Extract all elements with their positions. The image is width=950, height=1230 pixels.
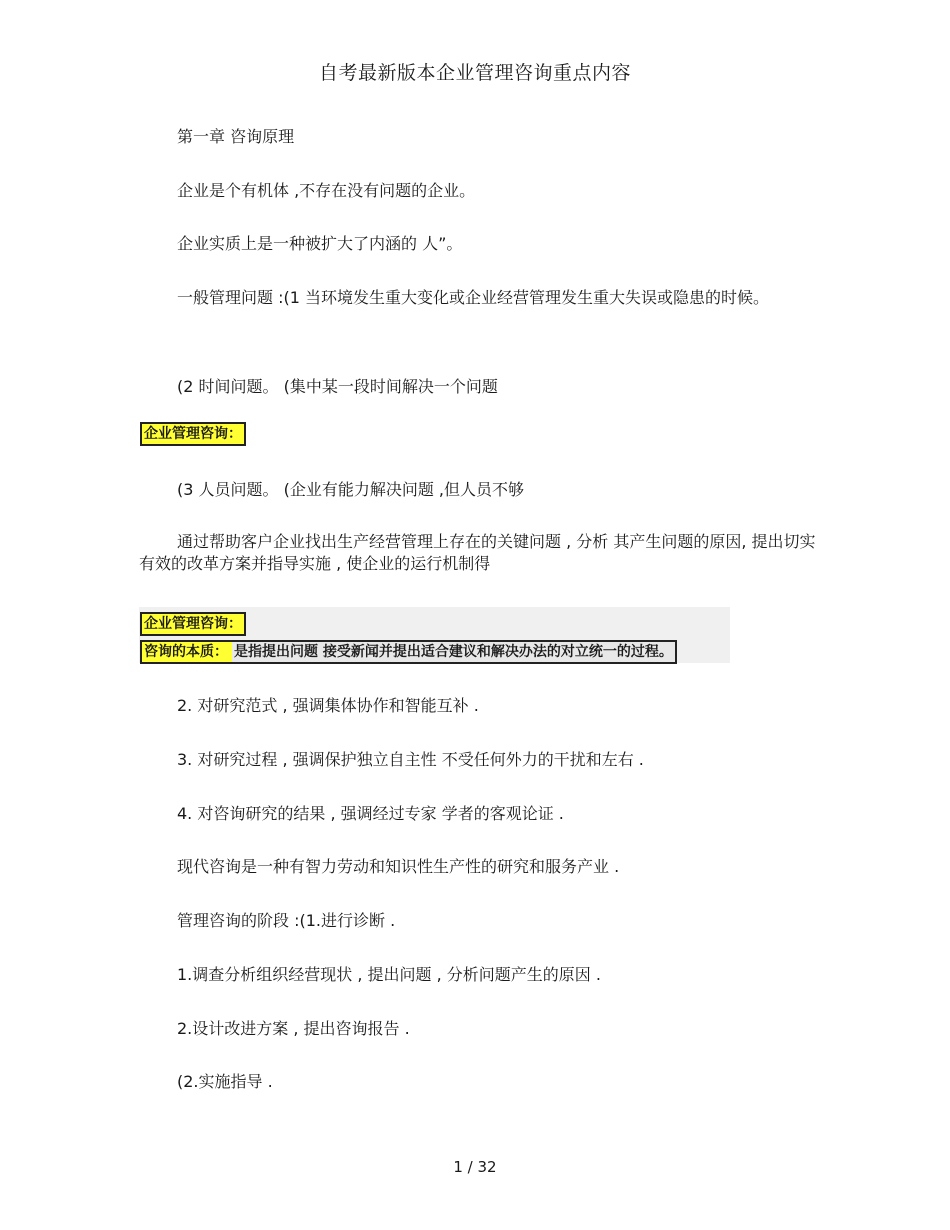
paragraph: 2.设计改进方案 , 提出咨询报告 . xyxy=(177,1019,410,1038)
highlight-label xyxy=(140,422,246,446)
definition-row xyxy=(140,640,677,664)
paragraph: 4. 对咨询研究的结果 , 强调经过专家 学者的客观论证 . xyxy=(177,804,564,823)
paragraph: 1.调查分析组织经营现状 , 提出问题 , 分析问题产生的原因 . xyxy=(177,965,601,984)
page-indicator: 1 / 32 xyxy=(453,1158,497,1176)
paragraph: 2. 对研究范式 , 强调集体协作和智能互补 . xyxy=(177,696,479,715)
highlight-label xyxy=(140,612,246,636)
paragraph: 企业是个有机体 ,不存在没有问题的企业。 xyxy=(177,181,476,200)
highlight-box: 企业管理咨询： xyxy=(140,422,246,446)
paragraph: 一般管理问题 :(1 当环境发生重大变化或企业经营管理发生重大失误或隐患的时候。 xyxy=(177,288,769,307)
paragraph: 管理咨询的阶段 :(1.进行诊断 . xyxy=(177,911,396,930)
paragraph: 通过帮助客户企业找出生产经营管理上存在的关键问题 , 分析 其产生问题的原因, 提出切实有效的改革方案并指导实施 , 使企业的运行机制得 xyxy=(139,532,816,573)
highlight-box: 企业管理咨询： xyxy=(140,612,246,636)
definition-value: 是指提出问题 接受新闻并提出适合建议和解决办法的对立统一的过程。 xyxy=(234,644,673,660)
paragraph: 现代咨询是一种有智力劳动和知识性生产性的研究和服务产业 . xyxy=(177,857,620,876)
paragraph: 3. 对研究过程 , 强调保护独立自主性 不受任何外力的干扰和左右 . xyxy=(177,750,644,769)
chapter-heading: 第一章 咨询原理 xyxy=(177,127,295,146)
document-title: 自考最新版本企业管理咨询重点内容 xyxy=(318,62,631,84)
paragraph: (2.实施指导 . xyxy=(177,1072,273,1091)
definition-key: 咨询的本质： xyxy=(142,642,232,662)
paragraph: 企业实质上是一种被扩大了内涵的 人”。 xyxy=(177,234,463,253)
paragraph: (2 时间问题。 (集中某一段时间解决一个问题 xyxy=(177,377,498,396)
paragraph: (3 人员问题。 (企业有能力解决问题 ,但人员不够 xyxy=(177,480,525,499)
